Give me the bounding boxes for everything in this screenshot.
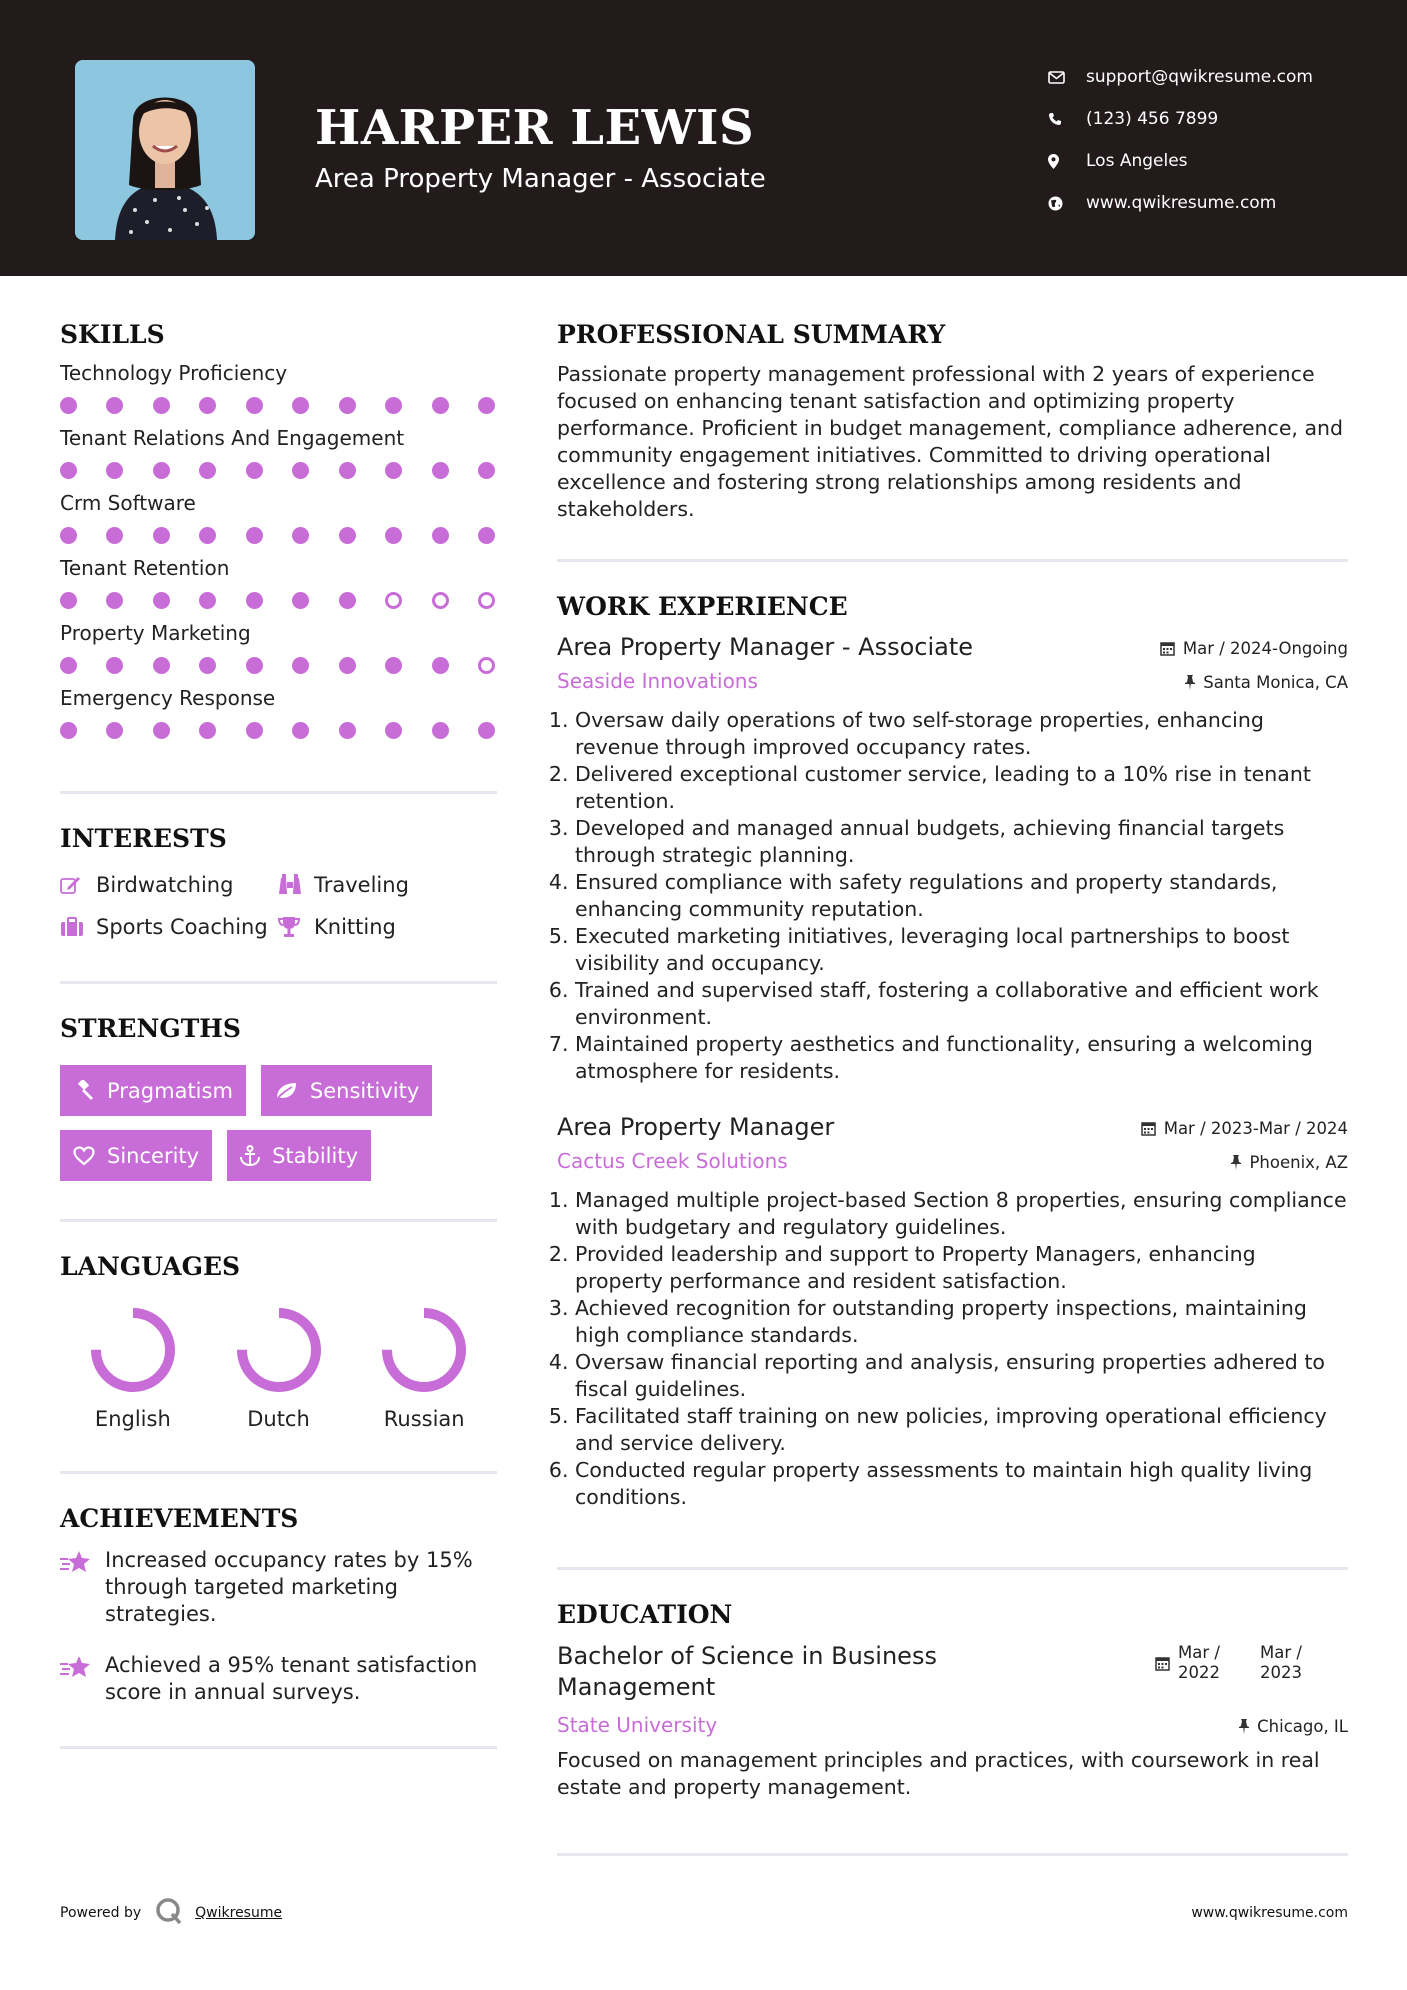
duties-list bbox=[557, 707, 1348, 1085]
skill-name: Tenant Retention bbox=[60, 556, 230, 580]
candidate-name: HARPER LEWIS bbox=[315, 100, 755, 156]
achievement-item bbox=[60, 1547, 497, 1628]
rating-dot bbox=[339, 722, 356, 739]
rating-dot bbox=[339, 462, 356, 479]
language-level-arc bbox=[387, 1313, 461, 1387]
achievements-heading: ACHIEVEMENTS bbox=[60, 1504, 299, 1533]
strengths-list bbox=[60, 1065, 497, 1181]
duty-item: 5. Executed marketing initiatives, leveraging local partnerships to boost visibility and occupancy. bbox=[575, 923, 1348, 977]
contact-list bbox=[1048, 56, 1313, 224]
rating-dot bbox=[292, 397, 309, 414]
interest-label: Sports Coaching bbox=[96, 915, 268, 939]
interest-label: Knitting bbox=[314, 915, 396, 939]
rating-dot bbox=[106, 592, 123, 609]
rating-dot bbox=[246, 397, 263, 414]
duties-list bbox=[557, 1187, 1348, 1511]
rating-dot bbox=[432, 722, 449, 739]
section-divider bbox=[60, 1746, 497, 1749]
shooting-star-icon bbox=[60, 1547, 105, 1628]
calendar-icon bbox=[1155, 1656, 1170, 1671]
achievements-list bbox=[60, 1547, 497, 1706]
rating-dot bbox=[478, 462, 495, 479]
qwikresume-link[interactable]: Qwikresume bbox=[195, 1905, 283, 1921]
rating-dot bbox=[292, 592, 309, 609]
strength-label: Stability bbox=[272, 1143, 359, 1168]
language-level-ring bbox=[88, 1305, 178, 1395]
rating-dot bbox=[292, 722, 309, 739]
rating-dot bbox=[292, 462, 309, 479]
contact-website-text: www.qwikresume.com bbox=[1086, 193, 1277, 213]
pushpin-icon bbox=[1239, 1719, 1249, 1734]
language-level-arc bbox=[242, 1313, 316, 1387]
skill-rating bbox=[60, 657, 497, 674]
rating-dot bbox=[339, 657, 356, 674]
interest-item bbox=[278, 915, 478, 939]
anchor-icon bbox=[240, 1145, 260, 1167]
skill-name: Property Marketing bbox=[60, 621, 251, 645]
rating-dot bbox=[478, 722, 495, 739]
duty-item: 3. Developed and managed annual budgets, achieving financial targets through strategic planning. bbox=[575, 815, 1348, 869]
rating-dot bbox=[153, 527, 170, 544]
contact-phone-text: (123) 456 7899 bbox=[1086, 109, 1219, 129]
pushpin-icon bbox=[1185, 675, 1195, 690]
rating-dot bbox=[385, 462, 402, 479]
rating-dot bbox=[106, 397, 123, 414]
rating-dot bbox=[246, 527, 263, 544]
strength-tag bbox=[261, 1065, 432, 1116]
language-name: Dutch bbox=[247, 1407, 310, 1431]
languages-list bbox=[60, 1305, 497, 1431]
summary-text: Passionate property management professional with 2 years of experience focused on enhancing tenant satisfaction and optimizing property performance. Proficient in budget management, compliance adherence, and community engagement initiatives. Committed to driving operational excellence and fostering strong relationships among residents and stakeholders. bbox=[557, 362, 1344, 521]
powered-by-text: Powered by bbox=[60, 1905, 142, 1921]
job-location-text: Phoenix, AZ bbox=[1249, 1153, 1348, 1172]
rating-dot bbox=[153, 462, 170, 479]
skills-list bbox=[60, 361, 497, 739]
language-level-ring bbox=[234, 1305, 324, 1395]
rating-dot bbox=[432, 527, 449, 544]
left-column bbox=[60, 320, 497, 1749]
rating-dot bbox=[60, 592, 77, 609]
strengths-heading: STRENGTHS bbox=[60, 1014, 241, 1043]
section-divider bbox=[60, 1471, 497, 1474]
calendar-icon bbox=[1160, 641, 1175, 656]
contact-website[interactable] bbox=[1048, 182, 1313, 224]
skill-name: Tenant Relations And Engagement bbox=[60, 426, 405, 450]
interest-label: Birdwatching bbox=[96, 873, 234, 897]
suitcase-icon bbox=[60, 917, 96, 937]
globe-icon bbox=[1048, 196, 1086, 211]
rating-dot bbox=[432, 657, 449, 674]
rating-dot bbox=[385, 592, 402, 609]
degree-line-2: Management bbox=[557, 1673, 716, 1701]
profile-photo bbox=[75, 60, 255, 240]
skills-heading: SKILLS bbox=[60, 320, 165, 349]
rating-dot bbox=[199, 657, 216, 674]
job-location bbox=[1231, 1153, 1348, 1172]
language-item bbox=[60, 1305, 206, 1431]
degree-title bbox=[557, 1641, 937, 1703]
duty-item: 4. Ensured compliance with safety regulations and property standards, enhancing community reputation. bbox=[575, 869, 1348, 923]
rating-dot bbox=[478, 527, 495, 544]
rating-dot bbox=[106, 527, 123, 544]
rating-dot bbox=[478, 397, 495, 414]
rating-dot bbox=[199, 527, 216, 544]
shooting-star-icon bbox=[60, 1652, 105, 1706]
rating-dot bbox=[385, 722, 402, 739]
section-divider bbox=[557, 559, 1348, 562]
contact-email-text: support@qwikresume.com bbox=[1086, 67, 1313, 87]
rating-dot bbox=[153, 592, 170, 609]
calendar-icon bbox=[1141, 1121, 1156, 1136]
skill-rating bbox=[60, 592, 497, 609]
trophy-icon bbox=[278, 916, 314, 938]
education-start: Mar / 2022 bbox=[1178, 1643, 1220, 1682]
section-divider bbox=[60, 791, 497, 794]
job-dates bbox=[1160, 639, 1348, 658]
skill-name: Crm Software bbox=[60, 491, 196, 515]
envelope-icon bbox=[1048, 71, 1086, 84]
company-name: Seaside Innovations bbox=[557, 669, 758, 693]
language-name: Russian bbox=[383, 1407, 465, 1431]
rating-dot bbox=[199, 592, 216, 609]
experience-heading: WORK EXPERIENCE bbox=[557, 592, 848, 621]
rating-dot bbox=[106, 462, 123, 479]
right-column bbox=[557, 320, 1348, 1856]
rating-dot bbox=[432, 592, 449, 609]
achievement-item bbox=[60, 1652, 497, 1706]
interest-item bbox=[60, 915, 278, 939]
duty-item: 1. Managed multiple project-based Section 8 properties, ensuring compliance with budgetary and regulatory guidelines. bbox=[575, 1187, 1348, 1241]
rating-dot bbox=[246, 592, 263, 609]
company-name: Cactus Creek Solutions bbox=[557, 1149, 788, 1173]
school-name: State University bbox=[557, 1713, 718, 1737]
footer bbox=[60, 1898, 1348, 1928]
interests-heading: INTERESTS bbox=[60, 824, 227, 853]
strength-tag bbox=[60, 1065, 246, 1116]
languages-heading: LANGUAGES bbox=[60, 1252, 241, 1281]
duty-item: 3. Achieved recognition for outstanding property inspections, maintaining high compliance standards. bbox=[575, 1295, 1348, 1349]
strength-tag bbox=[60, 1130, 212, 1181]
rating-dot bbox=[106, 722, 123, 739]
skill-rating bbox=[60, 527, 497, 544]
rating-dot bbox=[385, 397, 402, 414]
rating-dot bbox=[153, 657, 170, 674]
section-divider bbox=[557, 1567, 1348, 1570]
job-entry bbox=[557, 633, 1348, 1085]
skill-rating bbox=[60, 462, 497, 479]
rating-dot bbox=[385, 527, 402, 544]
interest-label: Traveling bbox=[314, 873, 409, 897]
gavel-icon bbox=[73, 1080, 95, 1102]
candidate-title: Area Property Manager - Associate bbox=[315, 164, 766, 194]
rating-dot bbox=[153, 722, 170, 739]
interests-list bbox=[60, 873, 497, 939]
heart-icon bbox=[73, 1146, 95, 1166]
rating-dot bbox=[246, 657, 263, 674]
rating-dot bbox=[432, 397, 449, 414]
skill-name: Emergency Response bbox=[60, 686, 276, 710]
education-location-text: Chicago, IL bbox=[1257, 1717, 1348, 1736]
job-dates bbox=[1141, 1119, 1348, 1138]
binoculars-icon bbox=[278, 874, 314, 896]
duty-item: 7. Maintained property aesthetics and functionality, ensuring a welcoming atmosphere for residents. bbox=[575, 1031, 1348, 1085]
powered-by bbox=[60, 1897, 282, 1929]
duty-item: 6. Trained and supervised staff, fostering a collaborative and efficient work environment. bbox=[575, 977, 1348, 1031]
education-description: Focused on management principles and practices, with coursework in real estate and property management. bbox=[557, 1748, 1320, 1799]
achievement-text: Achieved a 95% tenant satisfaction score in annual surveys. bbox=[105, 1653, 478, 1704]
rating-dot bbox=[246, 462, 263, 479]
qwikresume-logo-icon bbox=[155, 1897, 183, 1929]
rating-dot bbox=[339, 592, 356, 609]
duty-item: 6. Conducted regular property assessments to maintain high quality living conditions. bbox=[575, 1457, 1348, 1511]
education-end: Mar / 2023 bbox=[1260, 1643, 1302, 1682]
duty-item: 1. Oversaw daily operations of two self-storage properties, enhancing revenue through improved occupancy rates. bbox=[575, 707, 1348, 761]
section-divider bbox=[60, 981, 497, 984]
resume-header bbox=[0, 0, 1407, 276]
education-entry bbox=[557, 1641, 1348, 1801]
map-pin-icon bbox=[1048, 154, 1086, 169]
leaf-icon bbox=[274, 1081, 298, 1101]
skill-rating bbox=[60, 722, 497, 739]
pushpin-icon bbox=[1231, 1155, 1241, 1170]
education-location bbox=[1239, 1717, 1348, 1736]
rating-dot bbox=[478, 657, 495, 674]
strength-label: Pragmatism bbox=[107, 1078, 233, 1103]
contact-location bbox=[1048, 140, 1313, 182]
rating-dot bbox=[246, 722, 263, 739]
interest-item bbox=[278, 873, 478, 897]
section-divider bbox=[557, 1853, 1348, 1856]
rating-dot bbox=[432, 462, 449, 479]
achievement-text: Increased occupancy rates by 15% through targeted marketing strategies. bbox=[105, 1548, 473, 1626]
job-location-text: Santa Monica, CA bbox=[1203, 673, 1348, 692]
pencil-icon bbox=[60, 875, 96, 895]
language-name: English bbox=[94, 1407, 171, 1431]
footer-url[interactable]: www.qwikresume.com bbox=[1191, 1905, 1348, 1921]
language-item bbox=[351, 1305, 497, 1431]
rating-dot bbox=[60, 722, 77, 739]
rating-dot bbox=[478, 592, 495, 609]
skill-name: Technology Proficiency bbox=[60, 361, 288, 385]
skill-rating bbox=[60, 397, 497, 414]
phone-icon bbox=[1048, 112, 1086, 126]
language-item bbox=[206, 1305, 352, 1431]
strength-label: Sensitivity bbox=[309, 1078, 420, 1103]
rating-dot bbox=[153, 397, 170, 414]
language-level-ring bbox=[379, 1305, 469, 1395]
contact-location-text: Los Angeles bbox=[1086, 151, 1188, 171]
duty-item: 2. Provided leadership and support to Property Managers, enhancing property performance and resident satisfaction. bbox=[575, 1241, 1348, 1295]
education-heading: EDUCATION bbox=[557, 1600, 733, 1629]
job-title: Area Property Manager bbox=[557, 1113, 835, 1141]
rating-dot bbox=[292, 657, 309, 674]
job-location bbox=[1185, 673, 1348, 692]
rating-dot bbox=[199, 462, 216, 479]
rating-dot bbox=[106, 657, 123, 674]
rating-dot bbox=[60, 397, 77, 414]
rating-dot bbox=[292, 527, 309, 544]
degree-line-1: Bachelor of Science in Business bbox=[557, 1642, 937, 1670]
summary-heading: PROFESSIONAL SUMMARY bbox=[557, 320, 946, 349]
job-dates-text: Mar / 2023-Mar / 2024 bbox=[1163, 1119, 1348, 1138]
job-entry bbox=[557, 1113, 1348, 1511]
language-level-arc bbox=[96, 1313, 170, 1387]
job-title: Area Property Manager - Associate bbox=[557, 633, 974, 661]
rating-dot bbox=[60, 462, 77, 479]
rating-dot bbox=[60, 527, 77, 544]
section-divider bbox=[60, 1219, 497, 1222]
strength-tag bbox=[227, 1130, 371, 1181]
job-dates-text: Mar / 2024-Ongoing bbox=[1182, 639, 1348, 658]
contact-email[interactable] bbox=[1048, 56, 1313, 98]
rating-dot bbox=[199, 397, 216, 414]
duty-item: 4. Oversaw financial reporting and analysis, ensuring properties adhered to fiscal guidelines. bbox=[575, 1349, 1348, 1403]
rating-dot bbox=[60, 657, 77, 674]
education-dates bbox=[1155, 1643, 1348, 1683]
rating-dot bbox=[339, 397, 356, 414]
rating-dot bbox=[385, 657, 402, 674]
duty-item: 2. Delivered exceptional customer service, leading to a 10% rise in tenant retention. bbox=[575, 761, 1348, 815]
contact-phone[interactable] bbox=[1048, 98, 1313, 140]
strength-label: Sincerity bbox=[107, 1143, 200, 1168]
duty-item: 5. Facilitated staff training on new policies, improving operational efficiency and service delivery. bbox=[575, 1403, 1348, 1457]
interest-item bbox=[60, 873, 278, 897]
rating-dot bbox=[339, 527, 356, 544]
rating-dot bbox=[199, 722, 216, 739]
